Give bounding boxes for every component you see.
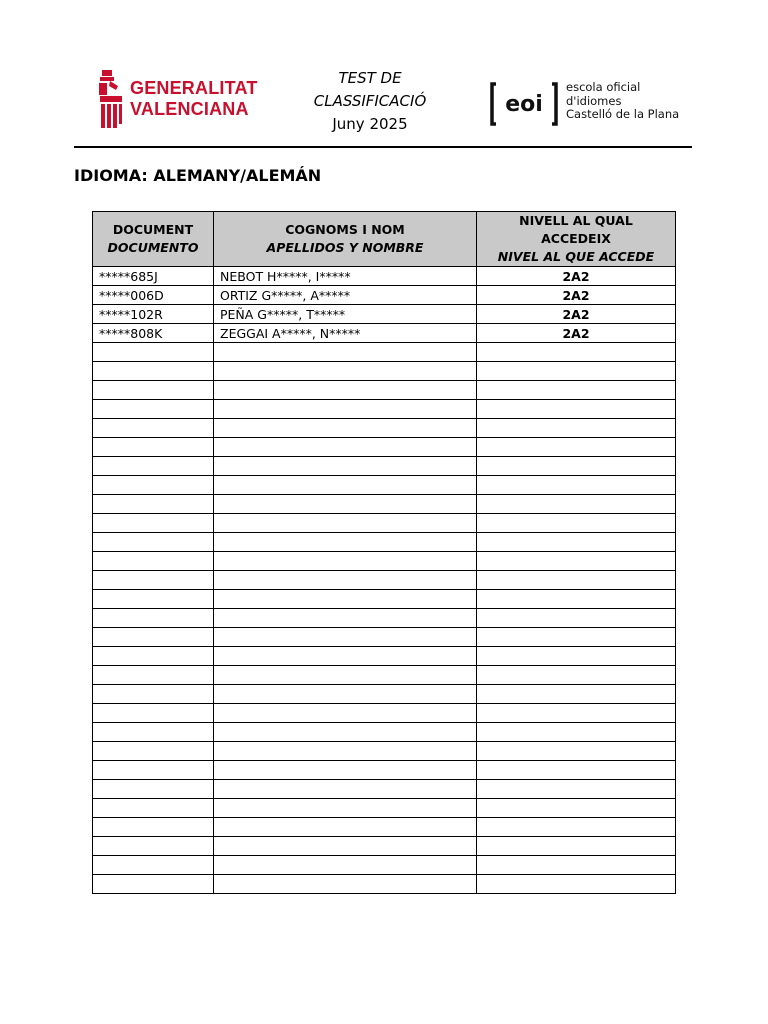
cell-name <box>214 704 477 723</box>
cell-document <box>93 723 214 742</box>
empty-table-row <box>93 514 676 533</box>
cell-document <box>93 761 214 780</box>
cell-name <box>214 837 477 856</box>
column-header-level-sub: NIVEL AL QUE ACCEDE <box>497 249 655 264</box>
cell-level <box>477 476 676 495</box>
cell-document <box>93 666 214 685</box>
cell-name <box>214 495 477 514</box>
empty-table-row <box>93 647 676 666</box>
cell-document <box>93 476 214 495</box>
empty-table-row <box>93 799 676 818</box>
empty-table-row <box>93 590 676 609</box>
empty-table-row <box>93 742 676 761</box>
cell-document <box>93 780 214 799</box>
cell-name <box>214 419 477 438</box>
cell-name <box>214 590 477 609</box>
table-header-row <box>93 212 676 267</box>
cell-level <box>477 799 676 818</box>
header-divider <box>74 146 692 148</box>
cell-name <box>214 476 477 495</box>
cell-document <box>93 533 214 552</box>
empty-table-row <box>93 571 676 590</box>
cell-level <box>477 609 676 628</box>
cell-document <box>93 647 214 666</box>
empty-table-row <box>93 685 676 704</box>
cell-level <box>477 666 676 685</box>
cell-level <box>477 780 676 799</box>
cell-name <box>214 362 477 381</box>
empty-table-row <box>93 419 676 438</box>
empty-table-row <box>93 818 676 837</box>
cell-document <box>93 381 214 400</box>
column-header-level <box>477 212 676 267</box>
cell-name <box>214 533 477 552</box>
cell-document <box>93 514 214 533</box>
cell-level: 2A2 <box>477 305 676 324</box>
empty-table-row <box>93 704 676 723</box>
cell-name <box>214 856 477 875</box>
cell-name <box>214 647 477 666</box>
cell-name <box>214 628 477 647</box>
cell-name <box>214 457 477 476</box>
empty-table-row <box>93 362 676 381</box>
cell-name <box>214 400 477 419</box>
cell-name <box>214 780 477 799</box>
empty-table-row <box>93 533 676 552</box>
empty-table-row <box>93 856 676 875</box>
cell-level <box>477 552 676 571</box>
cell-level <box>477 571 676 590</box>
empty-table-row <box>93 457 676 476</box>
cell-level <box>477 723 676 742</box>
cell-document <box>93 343 214 362</box>
cell-level <box>477 647 676 666</box>
cell-document <box>93 856 214 875</box>
cell-document <box>93 590 214 609</box>
cell-name: PEÑA G*****, T***** <box>214 305 477 324</box>
cell-level <box>477 495 676 514</box>
cell-name <box>214 742 477 761</box>
cell-level: 2A2 <box>477 286 676 305</box>
eoi-logo-line2: d'idiomes <box>566 93 622 108</box>
empty-table-row <box>93 666 676 685</box>
gva-logo-line2: VALENCIANA <box>130 99 249 119</box>
cell-name <box>214 666 477 685</box>
table-row <box>93 286 676 305</box>
title-line1: TEST DE <box>338 69 402 87</box>
cell-document: *****685J <box>93 267 214 286</box>
title-line3: Juny 2025 <box>332 115 408 133</box>
cell-level <box>477 761 676 780</box>
cell-name <box>214 761 477 780</box>
cell-name <box>214 685 477 704</box>
cell-level <box>477 628 676 647</box>
cell-name: ORTIZ G*****, A***** <box>214 286 477 305</box>
cell-document <box>93 704 214 723</box>
column-header-name <box>214 212 477 267</box>
cell-name <box>214 381 477 400</box>
cell-document <box>93 400 214 419</box>
cell-level <box>477 875 676 894</box>
eoi-mark-icon <box>488 80 560 128</box>
cell-name <box>214 571 477 590</box>
table-row <box>93 267 676 286</box>
cell-level <box>477 533 676 552</box>
cell-name: ZEGGAI A*****, N***** <box>214 324 477 343</box>
cell-name <box>214 609 477 628</box>
gva-emblem-icon <box>96 68 126 132</box>
generalitat-valenciana-logo <box>96 68 256 132</box>
cell-level <box>477 438 676 457</box>
cell-name <box>214 799 477 818</box>
empty-table-row <box>93 495 676 514</box>
cell-document <box>93 457 214 476</box>
cell-level <box>477 400 676 419</box>
cell-document <box>93 628 214 647</box>
cell-level <box>477 856 676 875</box>
eoi-logo <box>488 80 688 130</box>
cell-document <box>93 837 214 856</box>
cell-level <box>477 362 676 381</box>
cell-name: NEBOT H*****, I***** <box>214 267 477 286</box>
empty-table-row <box>93 628 676 647</box>
cell-document <box>93 362 214 381</box>
empty-table-row <box>93 723 676 742</box>
cell-level <box>477 742 676 761</box>
empty-table-row <box>93 552 676 571</box>
column-header-level-main2: ACCEDEIX <box>541 231 611 246</box>
cell-level: 2A2 <box>477 324 676 343</box>
table-row <box>93 305 676 324</box>
cell-level: 2A2 <box>477 267 676 286</box>
column-header-document-main: DOCUMENT <box>112 222 194 237</box>
cell-level <box>477 419 676 438</box>
cell-document <box>93 818 214 837</box>
cell-level <box>477 514 676 533</box>
language-heading: IDIOMA: ALEMANY/ALEMÁN <box>74 166 322 185</box>
cell-document <box>93 609 214 628</box>
empty-table-row <box>93 476 676 495</box>
empty-table-row <box>93 875 676 894</box>
cell-level <box>477 704 676 723</box>
column-header-name-main: COGNOMS I NOM <box>285 222 405 237</box>
cell-level <box>477 457 676 476</box>
cell-name <box>214 875 477 894</box>
column-header-level-main1: NIVELL AL QUAL <box>519 213 633 228</box>
cell-document: *****808K <box>93 324 214 343</box>
empty-table-row <box>93 400 676 419</box>
cell-document <box>93 742 214 761</box>
column-header-name-sub: APELLIDOS Y NOMBRE <box>266 240 424 255</box>
cell-name <box>214 723 477 742</box>
cell-document <box>93 799 214 818</box>
cell-document <box>93 571 214 590</box>
cell-name <box>214 552 477 571</box>
classification-table <box>92 211 676 894</box>
cell-level <box>477 590 676 609</box>
empty-table-row <box>93 609 676 628</box>
column-header-document-sub: DOCUMENTO <box>107 240 199 255</box>
gva-logo-line1: GENERALITAT <box>130 78 258 98</box>
cell-document: *****006D <box>93 286 214 305</box>
cell-name <box>214 818 477 837</box>
cell-document: *****102R <box>93 305 214 324</box>
cell-level <box>477 837 676 856</box>
eoi-logo-line1: escola oficial <box>566 80 641 94</box>
cell-level <box>477 685 676 704</box>
eoi-logo-line3: Castelló de la Plana <box>566 107 680 121</box>
empty-table-row <box>93 343 676 362</box>
cell-level <box>477 343 676 362</box>
empty-table-row <box>93 761 676 780</box>
cell-document <box>93 438 214 457</box>
cell-document <box>93 685 214 704</box>
cell-level <box>477 381 676 400</box>
cell-name <box>214 343 477 362</box>
table-row <box>93 324 676 343</box>
document-title <box>290 67 450 136</box>
cell-document <box>93 419 214 438</box>
cell-level <box>477 818 676 837</box>
empty-table-row <box>93 837 676 856</box>
empty-table-row <box>93 438 676 457</box>
column-header-document <box>93 212 214 267</box>
eoi-mark-text: eoi <box>505 92 543 117</box>
cell-document <box>93 552 214 571</box>
cell-document <box>93 875 214 894</box>
empty-table-row <box>93 780 676 799</box>
empty-table-row <box>93 381 676 400</box>
title-line2: CLASSIFICACIÓ <box>313 92 427 110</box>
cell-name <box>214 514 477 533</box>
cell-document <box>93 495 214 514</box>
cell-name <box>214 438 477 457</box>
